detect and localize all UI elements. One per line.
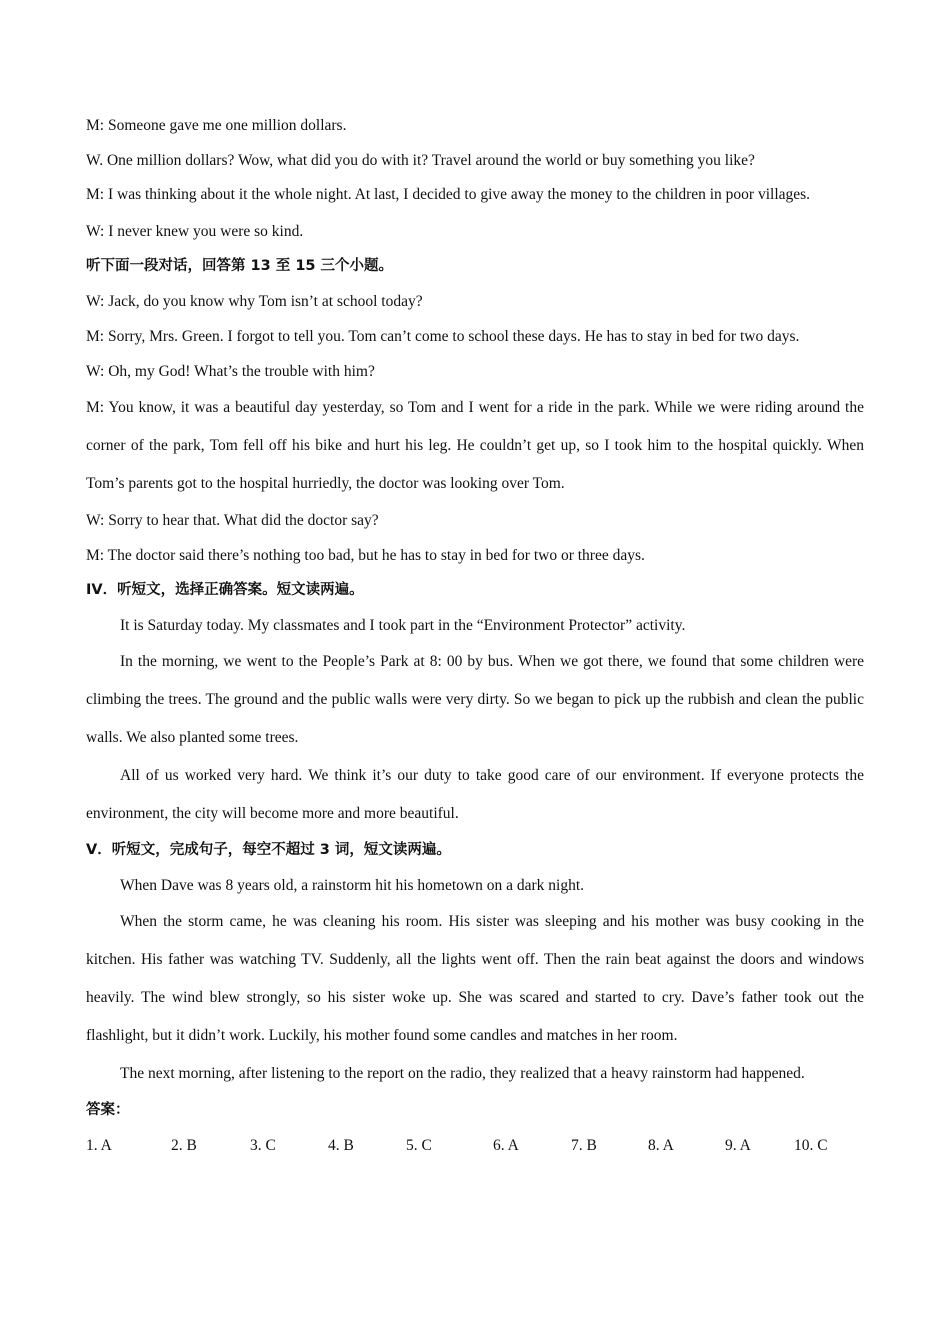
dialogue-line: M: Someone gave me one million dollars. bbox=[86, 117, 347, 134]
answer-item: 3. C bbox=[250, 1137, 276, 1154]
answer-item: 4. B bbox=[328, 1137, 354, 1154]
paragraph: All of us worked very hard. We think it’s our duty to take good care of our environment. If everyone protects the environment, the city will become more and more beautiful. bbox=[86, 767, 864, 822]
document-page bbox=[86, 108, 864, 1163]
section-4-title: IV．听短文，选择正确答案。短文读两遍。 bbox=[86, 582, 364, 598]
paragraph: When Dave was 8 years old, a rainstorm hit his hometown on a dark night. bbox=[120, 877, 585, 894]
answer-item: 10. C bbox=[794, 1137, 828, 1154]
answer-item: 5. C bbox=[406, 1137, 432, 1154]
dialogue-line: W: Jack, do you know why Tom isn’t at school today? bbox=[86, 293, 423, 310]
section-5-title: V．听短文，完成句子，每空不超过 3 词，短文读两遍。 bbox=[86, 842, 451, 858]
dialogue-line: W. One million dollars? Wow, what did you do with it? Travel around the world or buy something you like? bbox=[86, 152, 755, 169]
answer-item: 2. B bbox=[171, 1137, 197, 1154]
dialogue-line: M: I was thinking about it the whole night. At last, I decided to give away the money to the children in poor villages. bbox=[86, 186, 811, 203]
paragraph: In the morning, we went to the People’s Park at 8: 00 by bus. When we got there, we found that some children were climbing the trees. The ground and the public walls were very dirty. So we began to pick up the rubbish and clean the public walls. We also planted some trees. bbox=[86, 653, 864, 746]
answer-item: 8. A bbox=[648, 1137, 674, 1154]
answer-list bbox=[86, 1128, 864, 1163]
answer-item: 9. A bbox=[725, 1137, 751, 1154]
dialogue-line: W: Oh, my God! What’s the trouble with him? bbox=[86, 363, 375, 380]
dialogue-line: W: Sorry to hear that. What did the doctor say? bbox=[86, 512, 379, 529]
dialogue-line: M: You know, it was a beautiful day yesterday, so Tom and I went for a ride in the park. While we were riding around the corner of the park, Tom fell off his bike and hurt his leg. He couldn’t get up, so I took him to the hospital quickly. When Tom’s parents got to the hospital hurriedly, the doctor was looking over Tom. bbox=[86, 399, 864, 492]
paragraph: When the storm came, he was cleaning his room. His sister was sleeping and his mother was busy cooking in the kitchen. His father was watching TV. Suddenly, all the lights went off. Then the rain beat against the doors and windows heavily. The wind blew strongly, so his sister woke up. She was scared and started to cry. Dave’s father took out the flashlight, but it didn’t work. Luckily, his mother found some candles and matches in her room. bbox=[86, 913, 864, 1044]
answer-item: 7. B bbox=[571, 1137, 597, 1154]
answer-item: 1. A bbox=[86, 1137, 112, 1154]
section-heading-13-15: 听下面一段对话，回答第 13 至 15 三个小题。 bbox=[86, 258, 394, 274]
answers-label: 答案： bbox=[86, 1102, 130, 1118]
paragraph: It is Saturday today. My classmates and I took part in the “Environment Protector” activity. bbox=[120, 617, 686, 634]
dialogue-line: W: I never knew you were so kind. bbox=[86, 223, 304, 240]
dialogue-line: M: The doctor said there’s nothing too bad, but he has to stay in bed for two or three days. bbox=[86, 547, 645, 564]
paragraph: The next morning, after listening to the report on the radio, they realized that a heavy rainstorm had happened. bbox=[120, 1065, 805, 1082]
answer-item: 6. A bbox=[493, 1137, 519, 1154]
dialogue-line: M: Sorry, Mrs. Green. I forgot to tell you. Tom can’t come to school these days. He has to stay in bed for two days. bbox=[86, 328, 800, 345]
